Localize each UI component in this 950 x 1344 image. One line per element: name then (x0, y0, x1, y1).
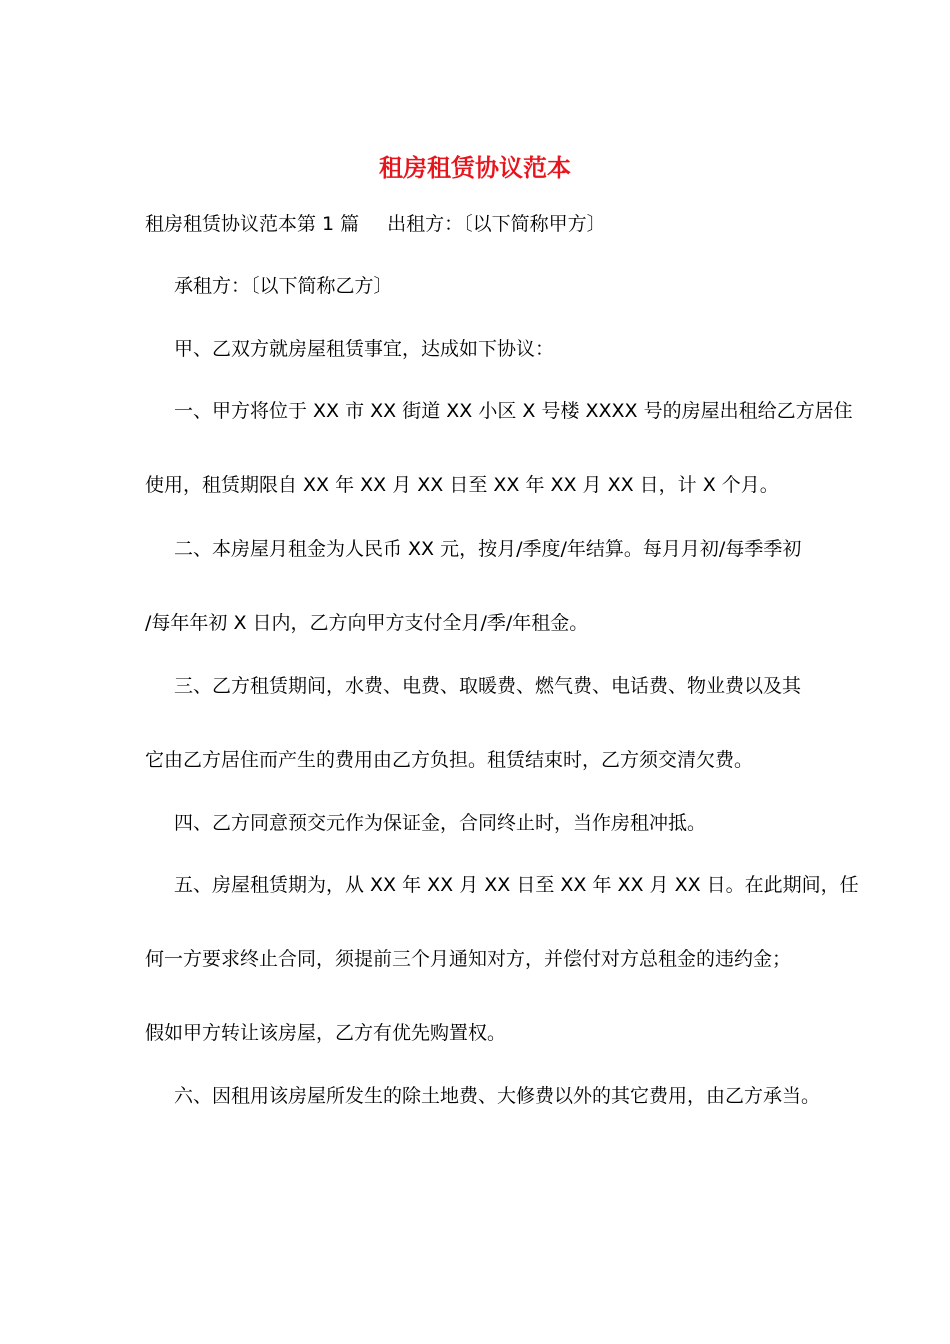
clause-5-line-1: 五、房屋租赁期为，从 XX 年 XX 月 XX 日至 XX 年 XX 月 XX 日。在此期间，任 (174, 874, 859, 896)
lessee-line: 承租方：〔以下简称乙方〕 (174, 275, 393, 297)
clause-5-line-2: 何一方要求终止合同，须提前三个月通知对方，并偿付对方总租金的违约金； (145, 948, 792, 970)
lessor-label: 出租方：〔以下简称甲方〕 (387, 213, 606, 235)
clause-1-line-2: 使用，租赁期限自 XX 年 XX 月 XX 日至 XX 年 XX 月 XX 日，计 X 个月。 (145, 474, 779, 496)
clause-3-line-1: 三、乙方租赁期间，水费、电费、取暖费、燃气费、电话费、物业费以及其 (174, 675, 802, 697)
clause-6: 六、因租用该房屋所发生的除土地费、大修费以外的其它费用，由乙方承当。 (174, 1085, 821, 1107)
clause-1-line-1: 一、甲方将位于 XX 市 XX 街道 XX 小区 X 号楼 XXXX 号的房屋出租给乙方居住 (174, 400, 853, 422)
clause-2-line-1: 二、本房屋月租金为人民币 XX 元，按月/季度/年结算。每月月初/每季季初 (174, 538, 802, 560)
agreement-intro: 甲、乙双方就房屋租赁事宜，达成如下协议： (174, 338, 555, 360)
clause-2-line-2: /每年年初 X 日内，乙方向甲方支付全月/季/年租金。 (145, 612, 589, 634)
document-title: 租房租赁协议范本 (379, 153, 571, 182)
clause-3-line-2: 它由乙方居住而产生的费用由乙方负担。租赁结束时，乙方须交清欠费。 (145, 749, 754, 771)
intro-line (145, 210, 606, 238)
clause-5-line-3: 假如甲方转让该房屋，乙方有优先购置权。 (145, 1022, 507, 1044)
clause-4: 四、乙方同意预交元作为保证金，合同终止时，当作房租冲抵。 (174, 812, 707, 834)
article-number-label: 租房租赁协议范本第 1 篇 (145, 213, 360, 235)
